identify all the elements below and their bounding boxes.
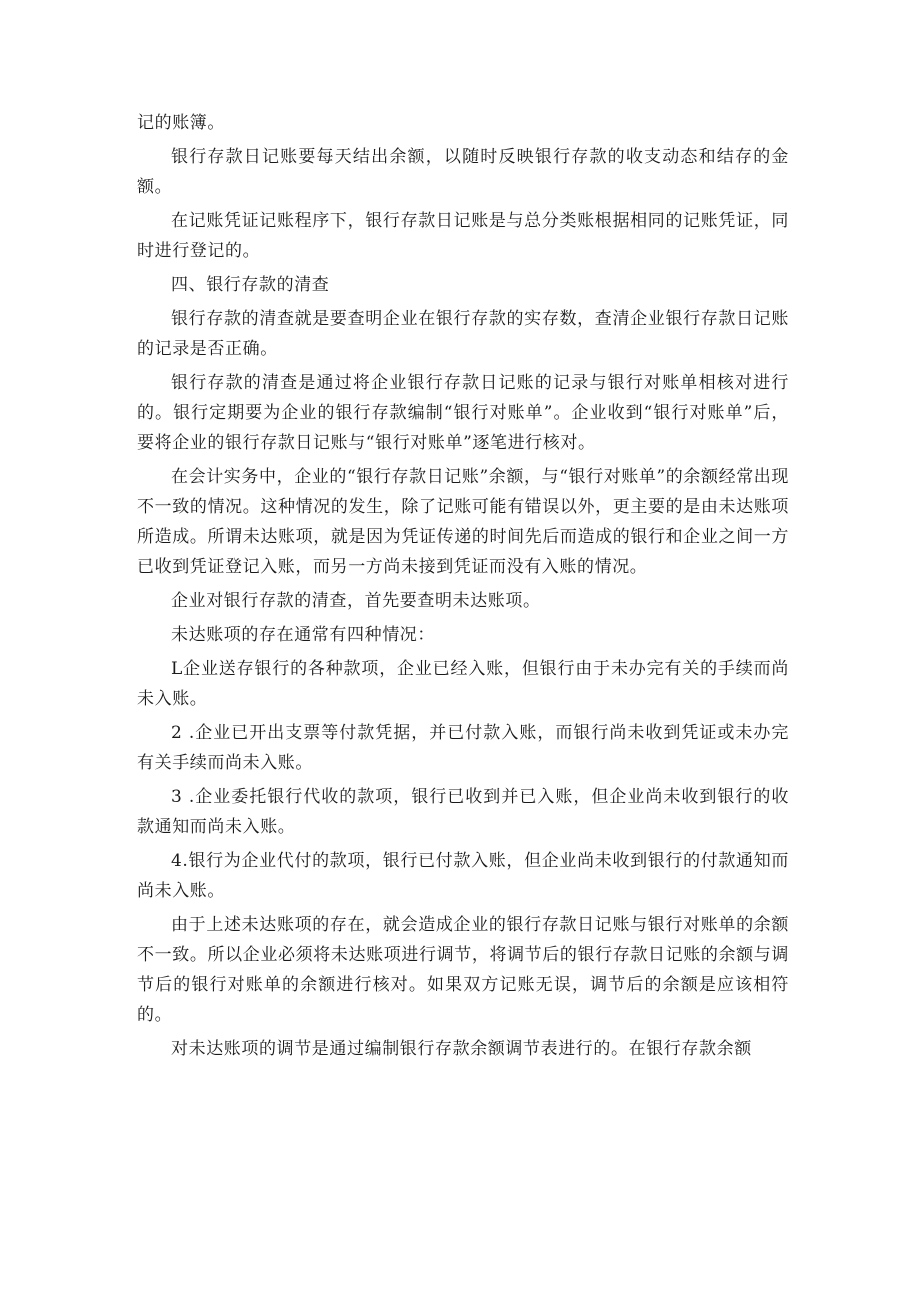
paragraph: 银行存款的清查是通过将企业银行存款日记账的记录与银行对账单相核对进行的。银行定期要为企业的银行存款编制“银行对账单”。企业收到“银行对账单”后，要将企业的银行存款日记账与“银行对账单”逐笔进行核对。 (137, 373, 789, 453)
list-item: 2 .企业已开出支票等付款凭据，并已付款入账，而银行尚未收到凭证或未办完有关手续而尚未入账。 (137, 723, 789, 773)
paragraph: 对未达账项的调节是通过编制银行存款余额调节表进行的。在银行存款余额 (171, 1039, 752, 1059)
paragraph: 企业对银行存款的清查，首先要查明未达账项。 (171, 591, 541, 611)
paragraph: 在会计实务中，企业的“银行存款日记账”余额，与“银行对账单”的余额经常出现不一致的情况。这种情况的发生，除了记账可能有错误以外，更主要的是由未达账项所造成。所谓未达账项，就是因为凭证传递的时间先后而造成的银行和企业之间一方已收到凭证登记入账，而另一方尚未接到凭证而没有入账的情况。 (137, 467, 789, 577)
section-heading: 四、银行存款的清查 (171, 275, 330, 295)
paragraph: 由于上述未达账项的存在，就会造成企业的银行存款日记账与银行对账单的余额不一致。所以企业必须将未达账项进行调节，将调节后的银行存款日记账的余额与调节后的银行对账单的余额进行核对。如果双方记账无误，调节后的余额是应该相符的。 (137, 915, 789, 1025)
list-item: 3 .企业委托银行代收的款项，银行已收到并已入账，但企业尚未收到银行的收款通知而尚未入账。 (137, 787, 789, 837)
paragraph: 记的账簿。 (137, 113, 225, 133)
list-item: 4.银行为企业代付的款项，银行已付款入账，但企业尚未收到银行的付款通知而尚未入账。 (137, 851, 789, 901)
paragraph: 未达账项的存在通常有四种情况： (171, 625, 435, 645)
list-item: L企业送存银行的各种款项，企业已经入账，但银行由于未办完有关的手续而尚未入账。 (137, 659, 789, 709)
document-body (137, 108, 789, 1068)
paragraph: 银行存款的清查就是要查明企业在银行存款的实存数，查清企业银行存款日记账的记录是否正确。 (137, 309, 789, 359)
paragraph: 在记账凭证记账程序下，银行存款日记账是与总分类账根据相同的记账凭证，同时进行登记的。 (137, 211, 789, 261)
paragraph: 银行存款日记账要每天结出余额，以随时反映银行存款的收支动态和结存的金额。 (137, 147, 789, 197)
